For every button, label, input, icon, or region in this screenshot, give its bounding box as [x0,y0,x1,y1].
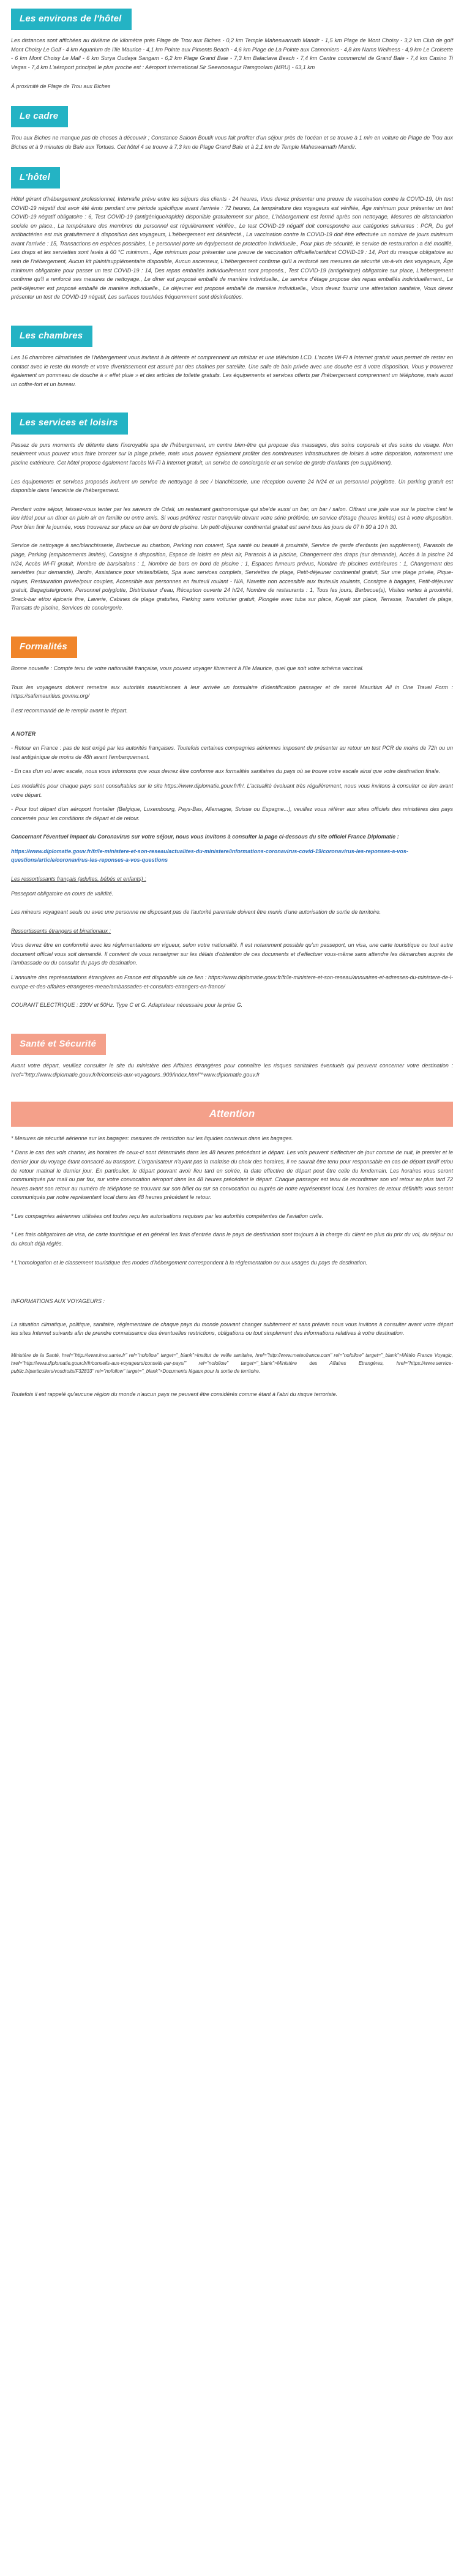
spacer [11,870,453,875]
section-heading-hotel: L'hôtel [11,167,60,189]
spacer [11,996,453,1001]
spacer [11,1015,453,1024]
paragraph-cadre-1: Trou aux Biches ne manque pas de choses à découvrir ; Constance Saloon Boutik vous fait profiter d'un séjour près de l'océan et se trouve à 1 min en voiture de Plage de Trou aux Biches et à 9 minutes de Baie aux Tortues. Cet hôtel 4 se trouve à 7,3 km de Plage Grand Baie et à 2,1 km de Temple Maheswarnath Mandir. [11,135,453,151]
spacer [11,78,453,82]
notice-line-2: - En cas d'un vol avec escale, nous vous informons que vous devrez être conforme aux formalités sanitaires du pays où se trouve votre escale ainsi que votre destination finale. [11,768,441,775]
paragraph-services-4: Service de nettoyage à sec/blanchisserie, Barbecue au charbon, Parking non couvert, Spa santé ou beauté à proximité, Service de garde d'enfants (en supplément), Parasols de plage, Parking (emplacements limités), Consigne à disposition, Espace de loisirs en plein air, Parasols à la piscine, Changement des draps (sur demande), Accès à la piscine 24 h/24, Accès Wi-Fi gratuit, Nombre de bars/salons : 1, Nombre de bars en bord de piscine : 1, Espaces fumeurs prévus, Nombre de piscines extérieures : 1, Changement des serviettes (sur demande), Jardin, Assistance pour visites/billets, Spa avec services complets, Serviettes de plage, Petit-déjeuner continental gratuit, Sur une plage privée, Pique-niques, Restauration privée/pour couples, Accessible aux personnes en fauteuil roulant - N/A, Navette non accessible aux fauteuils roulants, Consigne à bagages, Petit-déjeuner gratuit, Bagagiste/groom, Personnel polyglotte, Distributeur d'eau, Réception ouverte 24 h/24, Nombre de restaurants : 1, Tous les jours, Barbecue(s), Visites vertes à proximité, Snack-bar et/ou épicerie fine, Laverie, Cabines de plage gratuites, Parking sans voiturier gratuit, Plongée avec tuba sur place, Kayak sur place, Terrasse, Transfert de plage, Transats de piscine, Services de conciergerie. [11,542,453,611]
spacer [11,721,453,730]
section-heading-formalites: Formalités [11,637,77,658]
text-courant-electrique: COURANT ELECTRIQUE : 230V et 50Hz. Type C et G. Adaptateur nécessaire pour la prise G. [11,1002,243,1009]
link-france-diplomatie-covid[interactable]: https://www.diplomatie.gouv.fr/fr/le-ministere-et-son-reseau/actualites-du-ministere/informations-coronavirus-covid-19/coronavirus-les-reponses-a-vos-questions/article/coronavirus-les-reponses-a-vos-questions [11,848,408,864]
spacer [11,394,453,403]
spacer [11,1343,453,1352]
paragraph-formalites-3: Il est recommandé de le remplir avant le départ. [11,707,128,714]
spacer [11,903,453,908]
link-annuaire-representations[interactable]: L'annuaire des représentations étrangères en France est disponible via ce lien : https://www.diplomatie.gouv.fr/fr/le-ministere-et-son-reseau/annuaires-et-adresses-du-ministere-de-l-europe-et-des-affaires-etrangeres-meae/ambassades-et-consulats-etrangers-en-france/ [11,974,453,990]
notice-line-3: Les modalités pour chaque pays sont consultables sur le site https://www.diplomatie.gouv.fr/fr/. L'actualité évoluant très régulièrement, nous vous invitons à consulter ce lien avant votre départ. [11,782,453,798]
section-heading-chambres: Les chambres [11,326,92,347]
text-passeport-obligatoire: Passeport obligatoire en cours de validité. [11,890,114,897]
spacer [11,1312,453,1320]
spacer [11,1208,453,1212]
section-heading-environs: Les environs de l'hôtel [11,9,132,30]
subheading-ressortissants-francais: Les ressortissants français (adultes, bébés et enfants) : [11,876,146,882]
paragraph-hotel-1: Hôtel gérant d'hébergement professionnel, Intervalle prévu entre les séjours des clients - 24 heures, Vous devez présenter une preuve de vaccination contre la COVID-19, Un test COVID-19 négatif doit avoir été émis pendant une période spécifique avant l'arrivée : 72 heures, La température des voyageurs est vérifiée, Âge minimum pour présenter un test COVID-19 négatif obligatoire : 6, Test COVID-19 (antigénique/rapide) disponible gratuitement sur place, L'hébergement est fermé après son nettoyage, Mesures de distanciation sociale en place., La température des membres du personnel est régulièrement vérifiée., Le test COVID-19 négatif doit correspondre aux catégories suivantes : PCR, Du gel antibactérien est mis gratuitement à disposition des voyageurs, L'hébergement est désinfecté., La vaccination contre la COVID-19 doit être effectuée un nombre de jours minimum avant l'arrivée : 15, Transactions en espèces possibles, Le personnel porte un équipement de protection individuelle., Pour plus de sécurité, le service de restauration a été modifié, Les draps et les serviettes sont lavés à 60 °C minimum., Âge minimum pour présenter une preuve de vaccination officielle/certificat COVID-19 : 14, Port du masque obligatoire au sein de l'hébergement, Aucun kit plaint/supplémentaire disponible, Aucun ascenseur, L'hébergement confirme qu'il a renforcé ses mesures de sécurité vis-à-vis des voyageurs, Âge minimum obligatoire pour passer un test COVID-19 : 14, Des repas emballés individuellement sont proposés., Test COVID-19 (antigénique) obligatoire sur place, L'hébergement confirme qu'il a renforcé ses mesures de nettoyage., Le dîner est proposé emballé de manière individuelle., Le service d'étage propose des repas emballés individuellement., Le petit-déjeuner est proposé emballé de manière individuelle., Le déjeuner est proposé emballé de manière individuelle., Vous devez fournir une attestation sanitaire, Vous devez présenter un test de COVID-19 négatif, Les surfaces touchées fréquemment sont désinfectées. [11,195,453,301]
paragraph-attention-3: * Les compagnies aériennes utilisées ont toutes reçu les autorisations requises par les autorités compétentes de l'aviation civile. [11,1212,323,1219]
spacer [11,618,453,627]
paragraph-attention-2: * Dans le cas des vols charter, les horaires de ceux-ci sont déterminés dans les 48 heures précédant le départ. Les vols peuvent s'effectuer de jour comme de nuit, le premier et le dernier jour du voyage étant consacré au transport. L'organisateur n'ayant pas la maîtrise du choix des horaires, il ne saurait être tenu pour responsable en cas de départ tardif et/ou de retour matinal le dernier jour. En particulier, le départ pouvant avoir lieu tard en soirée, la date effective de départ peut être celle du lendemain. Les horaires vous seront communiqués par mail ou par fax, sur votre convocation aéroport dans les 48 heures précédant le départ. Chaque passager est tenu de reconfirmer son vol retour au plus tard 72 heures avant son retour au numéro de téléphone se trouvant sur son billet ou sur sa convocation ou auprès de notre représentant local. Les horaires de retour définitifs vous seront communiqués par notre représentant local dans les 48 heures précédant le retour. [11,1149,453,1201]
paragraph-services-2: Les équipements et services proposés incluent un service de nettoyage à sec / blanchisserie, une réception ouverte 24 h/24 et un personnel polyglotte. Un parking gratuit est disponible dans l'enceinte de l'hébergement. [11,478,453,494]
paragraph-risque-terroriste: Toutefois il est rappelé qu'aucune région du monde n'aucun pays ne peuvent être considérés comme étant à l'abri du risque terroriste. [11,1391,338,1397]
spacer [11,1381,453,1390]
spacer [11,828,453,832]
spacer [11,473,453,477]
spacer [11,501,453,505]
paragraph-formalites-1: Bonne nouvelle : Compte tenu de votre nationalité française, vous pouvez voyager librement à l'île Maurice, quel que soit votre schéma vaccinal. [11,665,364,672]
spacer [11,1272,453,1297]
paragraph-services-3: Pendant votre séjour, laissez-vous tenter par les saveurs de Odali, un restaurant gastronomique qui sbe'de aussi un bar, un bar / salon. Offrant une jolie vue sur la piscine c'est le lieu idéal pour un dîner en plein air en famille ou entre amis. Si vous préférez rester tranquille devant votre série préférée, un service d'étage (heures limités) est à votre disposition. Pour bien finir la journée, vous trouverez sur place un bar en bord de piscine. Un petit-déjeuner continental gratuit est servi tous les jours de 07 h 30 à 10 h 30. [11,506,453,530]
paragraph-services-1: Passez de purs moments de détente dans l'incroyable spa de l'hébergement, un centre bien-être qui propose des massages, des soins corporels et des soins du visage. Non seulement vous pouvez vous faire bronzer sur la plage privée, mais vous pouvez également profiter des nombreuses infrastructures de loisirs à votre disposition, notamment une piscine extérieure. Cet hôtel propose également l'accès Wi-Fi à Internet gratuit, un service de conciergerie et un service de garde d'enfants (en supplément). [11,441,453,466]
subheading-ressortissants-etrangers: Ressortissants étrangers et binationaux : [11,927,111,934]
spacer [11,1226,453,1230]
links-officiels-block[interactable]: Ministère de la Santé, href="http://www.invs.sante.fr" rel="nofollow" target="_blank">Institut de veille sanitaire, href="http://www.meteofrance.com" rel="nofollow" target="_blank">Météo France Voyagic, href="http://www.diplomatie.gouv.fr/fr/conseils-aux-voyageurs/conseils-par-pays/" rel="nofollow" target="_blank">Ministère des Affaires Etrangères, href="https://www.service-public.fr/particuliers/vosdroits/F32833" rel="nofollow" target="_blank">Documents légaux pour la sortie de territoire. [11,1352,453,1374]
notice-heading-anoter: A NOTER [11,730,36,737]
section-heading-attention: Attention [11,1102,453,1127]
spacer [11,1085,453,1093]
paragraph-chambres-1: Les 16 chambres climatisées de l'hébergement vous invitent à la détente et comprennent un minibar et une télévision LCD. L'accès Wi-Fi à Internet gratuit vous permet de rester en contact avec le reste du monde et votre divertissement est assuré par des chaînes par satellite. Une salle de bain privée avec une douche est à votre disposition. Vous y trouverez également un pommeau de douche à « effet pluie » et des articles de toilette gratuits. Les équipements et services offerts par l'hébergement comprennent un téléphone, mais aussi un coffre-fort et un bureau. [11,354,453,387]
paragraph-attention-5: * L'homologation et le classement touristique des modes d'hébergement correspondent à la réglementation ou aux usages du pays de destination. [11,1259,368,1266]
spacer [11,1254,453,1258]
paragraph-informations-voyageurs: La situation climatique, politique, sanitaire, réglementaire de chaque pays du monde pouvant changer subitement et sans préavis nous vous invitons à consulter avant votre départ les sites Internet suivants afin de prendre connaissance des éventuelles restrictions, obligations ou tout simplement des informations relatives à votre destination. [11,1321,453,1337]
notice-line-4: - Pour tout départ d'un aéroport frontalier (Belgique, Luxembourg, Pays-Bas, Allemagne, Suisse ou Espagne...), veuillez vous référer aux sites officiels des ministères des pays concernés pour les conditions de départ et de retour. [11,806,453,821]
paragraph-attention-1: * Mesures de sécurité aérienne sur les bagages: mesures de restriction sur les liquides contenus dans les bagages. [11,1135,293,1141]
text-reglementations-vigueur: Vous devrez être en conformité avec les réglementations en vigueur, selon votre nationalité. Il est notamment possible qu'un passeport, un visa, une carte touristique ou tout autre document officiel vous soit demandé. Il convient de vous renseigner sur les délais d'obtention de ces documents et d'effectuer vous-même sans attendre les démarches auprès de l'ambassade ou du consulat du pays de destination. [11,942,453,966]
heading-informations-voyageurs: INFORMATIONS AUX VOYAGEURS : [11,1298,105,1305]
spacer [11,537,453,541]
section-heading-sante-securite: Santé et Sécurité [11,1034,106,1055]
spacer [11,679,453,683]
spacer [11,922,453,927]
paragraph-environs-1: Les distances sont affichées au divième de kilomètre prés Plage de Trou aux Biches - 0,2 km Temple Maheswarnath Mandir - 1,5 km Plage de Mont Choisy - 3,2 km Club de golf Mont Choisy Le Golf - 4 km Aquarium de l'Ile Maurice - 4,1 km Pointe aux Piments Beach - 4,6 km Plage de La Pointe aux Cannoniers - 4,8 km Nams Wellness - 4,9 km Le Croisette - 6 km Mont Choisy Le Mall - 6 km Surya Oudaya Sangam - 6,2 km Plage Grand Baie - 7,3 km Balaclava Beach - 7,4 km Centre commercial de Grand Baie - 7,4 km Casino Ti Vegas - 7,4 km L'aéroport principal le plus proche est : Aéroport international Sir Seewoosagur Ramgoolam (MRU) - 63,1 km [11,37,453,71]
section-heading-services: Les services et loisirs [11,413,128,434]
text-mineurs-autorisation: Les mineurs voyageant seuls ou avec une personne ne disposant pas de l'autorité parentale doivent être munis d'une autorisation de sortie de territoire. [11,909,381,916]
paragraph-sante-1: Avant votre départ, veuillez consulter le site du ministère des Affaires étrangères pour connaître les risques sanitaires éventuels qui peuvent concerner votre destination : href="http://www.diplomatie.gouv.fr/fr/conseils-aux-voyageurs_909/index.html"^www.diplomatie.gouv.fr [11,1062,453,1078]
paragraph-formalites-2: Tous les voyageurs doivent remettre aux autorités mauriciennes à leur arrivée un formulaire d'identification passager et de santé Mauritius All in One Travel Form : https://safemauritius.govmu.org/ [11,684,453,700]
paragraph-attention-4: * Les frais obligatoires de visa, de carte touristique et en général les frais d'entrée dans le pays de destination sont toujours à la charge du client en plus du prix du vol, du séjour ou du circuit déjà réglés. [11,1231,453,1247]
notice-line-1: - Retour en France : pas de test exigé par les autorités françaises. Toutefois certaines compagnies aériennes imposent de présenter au retour un test PCR de moins de 72h ou un test antigénique de moins de 48h avant l'embarquement. [11,745,453,760]
paragraph-environs-2: À proximité de Plage de Trou aux Biches [11,83,111,89]
spacer [11,307,453,316]
section-heading-cadre: Le cadre [11,106,68,127]
notice-coronavirus-heading: Concernant l'éventuel impact du Coronavirus sur votre séjour, nous vous invitons à consulter la page ci-dessous du site officiel France Diplomatie : [11,834,399,840]
